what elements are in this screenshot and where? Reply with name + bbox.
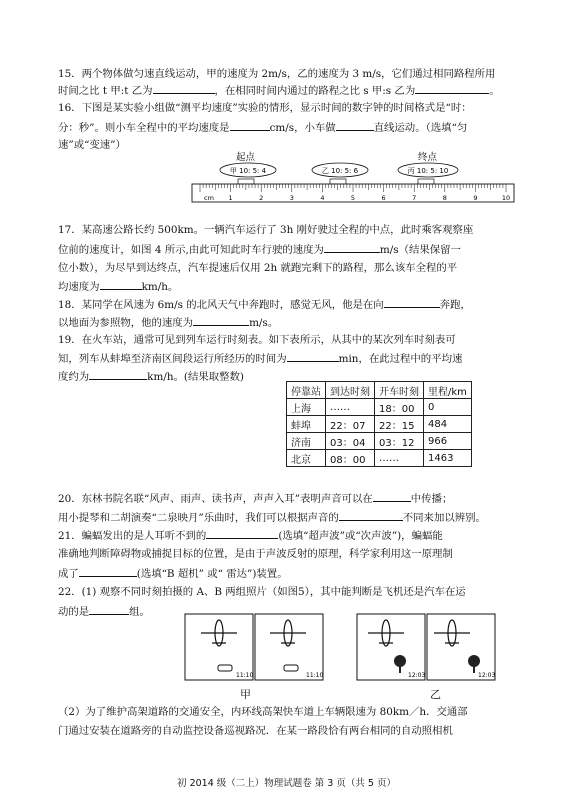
- table-cell: 18：00: [375, 399, 424, 416]
- q15-line1: 15．两个物体做匀速直线运动，甲的速度为 2m/s，乙的速度为 3 m/s，它们通过相同路程所用: [58, 68, 496, 80]
- photo-group-yi: [356, 613, 496, 683]
- table-cell: 966: [424, 433, 472, 450]
- q20-blank-2[interactable]: [339, 510, 403, 521]
- q15-line2: [58, 83, 528, 98]
- clock-c: [398, 163, 458, 177]
- q20-text-a: 20．东林书院名联“风声、雨声、读书声，声声入耳”表明声音可以在: [58, 493, 373, 505]
- q17-blank-1[interactable]: [324, 242, 380, 253]
- cart-a: [238, 179, 254, 184]
- q21-blank-1[interactable]: [206, 528, 278, 539]
- ruler-tick-label: 5: [350, 194, 356, 202]
- q22-blank-1[interactable]: [89, 604, 129, 615]
- clock-b: [312, 163, 368, 177]
- table-cell: 北京: [287, 450, 326, 467]
- ruler-tick-label: 3: [289, 194, 294, 202]
- ruler-unit: cm: [204, 194, 214, 202]
- photo-time: 11:10: [306, 672, 324, 679]
- q18-line2: [58, 315, 528, 330]
- cart-b: [330, 179, 346, 184]
- table-cell: 上海: [287, 399, 326, 416]
- train-timetable: [286, 381, 472, 467]
- q19-blank-2[interactable]: [89, 369, 147, 380]
- end-label: 终点: [418, 152, 438, 163]
- table-cell: 22：07: [326, 416, 375, 433]
- q15-blank-1[interactable]: [153, 83, 215, 94]
- table-cell: ……: [375, 450, 424, 467]
- q19-text-b: min，在此过程中的平均速: [338, 353, 463, 365]
- table-header-row: [287, 382, 472, 399]
- q19-blank-1[interactable]: [287, 351, 339, 362]
- q20-line2: [58, 510, 528, 525]
- ruler-tick-label: 4: [320, 194, 325, 202]
- q18-text-d: m/s。: [249, 317, 279, 329]
- car-icon: [284, 665, 298, 671]
- q15-text-a: 时间之比 t 甲:t 乙为: [58, 85, 153, 97]
- q16-text-a: 分：秒”。则小车全程中的平均速度是: [58, 122, 230, 134]
- table-header: 停靠站: [287, 382, 326, 399]
- table-row: [287, 450, 472, 467]
- photo-group-jia: [184, 613, 324, 683]
- q19-line1: 19．在火车站，通常可见到列车运行时刻表。如下表所示，从其中的某次列车时刻表可: [58, 334, 456, 346]
- q21-text-a: 21．蝙蝠发出的是人耳听不到的: [58, 530, 207, 542]
- table-cell: 1463: [424, 450, 472, 467]
- q19-text-c: 度约为: [58, 371, 90, 383]
- table-cell: 22：15: [375, 416, 424, 433]
- q22-text-b: 组。: [129, 606, 150, 618]
- q22-line4: 门通过安装在道路旁的自动监控设备巡视路况．在某一路段恰有两台相同的自动照相机: [58, 725, 453, 737]
- table-cell: 484: [424, 416, 472, 433]
- q21-text-c: 成了: [58, 568, 79, 580]
- q21-line3: [58, 566, 528, 581]
- q19-text-d: km/h。(结果取整数): [147, 371, 244, 383]
- cart-c: [418, 179, 434, 184]
- clock-a: [220, 163, 276, 177]
- q21-line1: [58, 528, 528, 543]
- table-cell: 03：12: [375, 433, 424, 450]
- q17-text-a2: 均速度为: [58, 281, 100, 293]
- q21-text-d: (选填“B 超机” 或“ 雷达”)装置。: [136, 568, 288, 580]
- q17-line2: [58, 242, 528, 257]
- q18-text-a: 18．某同学在风速为 6m/s 的北风天气中奔跑时，感觉无风，他是在向: [58, 299, 384, 311]
- q17-line1: 17．某高速公路长约 500km。一辆汽车运行了 3h 刚好驶过全程的中点，此时乘客观察座: [58, 224, 474, 236]
- q15-blank-2[interactable]: [415, 83, 489, 94]
- table-cell: 08：00: [326, 450, 375, 467]
- ruler-tick-label: 10: [501, 194, 511, 202]
- q21-text-b: (选填“超声波”或“次声波”)，蝙蝠能: [278, 530, 443, 542]
- photo-time: 12:03: [478, 672, 496, 679]
- table-cell: 0: [424, 399, 472, 416]
- q16-line1: 16．下图是某实验小组做“测平均速度”实验的情形，显示时间的数字钟的时间格式是“时：: [58, 102, 472, 114]
- page-footer: 初 2014 级（二上）物理试题卷 第 3 页（共 5 页）: [177, 778, 396, 789]
- clock-a-text: 甲 10: 5: 4: [229, 167, 267, 175]
- q17-text-a: 位前的速度计，如图 4 所示,由此可知此时车行驶的速度为: [58, 244, 324, 256]
- q16-blank-2[interactable]: [336, 120, 374, 131]
- ruler-tick-label: 1: [228, 194, 233, 202]
- q16-text-b: cm/s，小车做: [269, 122, 336, 134]
- q18-text-c: 以地面为参照物，他的速度为: [58, 317, 194, 329]
- ruler-tick-label: 8: [442, 194, 447, 202]
- q22-line1: 22．(1) 观察不同时刻拍摄的 A、B 两组照片（如图5），其中能判断是飞机还是汽车在运: [58, 586, 466, 598]
- q17-text-b: m/s（结果保留一: [379, 244, 461, 256]
- q17-line3: 位小数），为尽早到达终点，汽车提速后仅用 2h 就跑完剩下的路程，那么该车全程的平: [58, 262, 458, 274]
- q15-text-c: 。: [489, 85, 500, 97]
- ruler-tick-label: 7: [412, 194, 417, 202]
- group-label-jia: 甲: [240, 688, 251, 701]
- table-header: 开车时刻: [375, 382, 424, 399]
- q18-text-b: 奔跑，: [439, 299, 471, 311]
- q17-blank-2[interactable]: [100, 279, 142, 290]
- q20-line1: [58, 491, 528, 506]
- table-cell: 03：04: [326, 433, 375, 450]
- q16-line3: 速”或“变速”）: [58, 139, 126, 151]
- start-label: 起点: [236, 152, 256, 163]
- ruler-tick-label: 9: [473, 194, 478, 202]
- q16-text-c: 直线运动。（选填“匀: [373, 122, 468, 134]
- ruler-tick-label: 2: [259, 194, 264, 202]
- ruler-tick-label: 6: [381, 194, 386, 202]
- q22-text-a: 动的是: [58, 606, 90, 618]
- q21-line2: 准确地判断障碍物或捕捉目标的位置，是由于声波反射的原理，科学家利用这一原理制: [58, 548, 453, 560]
- table-row: [287, 399, 472, 416]
- q15-text-b: ，在相同时间内通过的路程之比 s 甲:s 乙为: [214, 85, 416, 97]
- photo-time: 12:03: [408, 672, 426, 679]
- q18-blank-1[interactable]: [384, 297, 440, 308]
- q16-line2: [58, 120, 528, 135]
- q20-blank-1[interactable]: [373, 491, 411, 502]
- q17-line4: [58, 279, 528, 294]
- q22-line3: （2）为了维护高架道路的交通安全，内环线高架快车道上车辆限速为 80km／h．交通部: [58, 706, 468, 718]
- q18-line1: [58, 297, 528, 312]
- q16-blank-1[interactable]: [230, 120, 270, 131]
- table-row: [287, 416, 472, 433]
- table-header: 里程/km: [424, 382, 472, 399]
- table-cell: 蚌埠: [287, 416, 326, 433]
- q19-line2: [58, 351, 528, 366]
- q20-text-b: 中传播；: [410, 493, 453, 505]
- photo-time: 11:10: [236, 672, 254, 679]
- q18-blank-2[interactable]: [193, 315, 249, 326]
- ruler-figure: [190, 150, 520, 210]
- car-icon: [218, 665, 232, 671]
- group-label-yi: 乙: [430, 688, 441, 701]
- q20-text-d: 不同来加以辨别。: [402, 512, 486, 524]
- table-row: [287, 433, 472, 450]
- q21-blank-2[interactable]: [79, 566, 137, 577]
- clock-c-text: 丙 10: 5: 10: [407, 167, 449, 175]
- table-header: 到达时刻: [326, 382, 375, 399]
- table-cell: ……: [326, 399, 375, 416]
- q20-text-c: 用小提琴和二胡演奏“二泉映月”乐曲时，我们可以根据声音的: [58, 512, 339, 524]
- clock-b-text: 乙 10: 5: 6: [321, 167, 359, 175]
- q19-text-a: 知，列车从蚌埠至济南区间段运行所经历的时间为: [58, 353, 287, 365]
- q17-text-b2: km/h。: [141, 281, 179, 293]
- table-cell: 济南: [287, 433, 326, 450]
